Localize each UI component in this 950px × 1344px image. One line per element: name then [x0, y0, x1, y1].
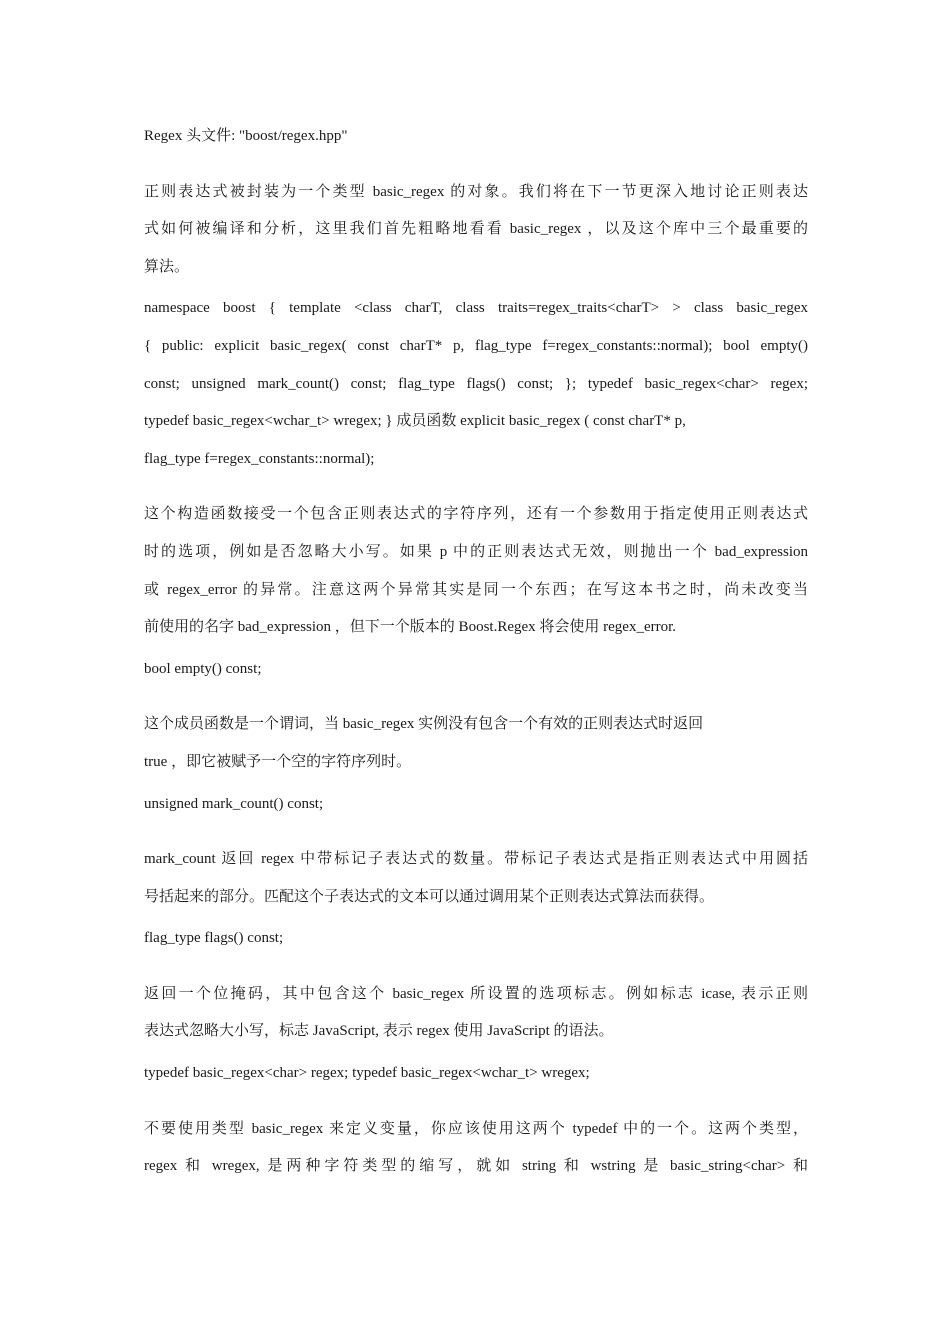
namespace-code-block [144, 290, 808, 478]
text-line: 式如何被编译和分析，这里我们首先粗略地看看 basic_regex ，以及这个库中三个最重要的 [144, 221, 808, 238]
text-line: 返回一个位掩码，其中包含这个 basic_regex 所设置的选项标志。例如标志 icase, 表示正则 [144, 985, 808, 1002]
code-line: flag_type f=regex_constants::normal); [144, 450, 375, 467]
text-line: true ，即它被赋予一个空的字符序列时。 [144, 753, 412, 770]
text-line: 号括起来的部分。匹配这个子表达式的文本可以通过调用某个正则表达式算法而获得。 [144, 888, 715, 905]
mark-count-paragraph [144, 841, 808, 916]
text-line: 这个构造函数接受一个包含正则表达式的字符序列，还有一个参数用于指定使用正则表达式 [144, 506, 808, 523]
text-line: 正则表达式被封装为一个类型 basic_regex 的对象。我们将在下一节更深入地讨论正则表达 [144, 183, 808, 200]
text-line: 算法。 [144, 258, 190, 275]
code-line: namespace boost { template <class charT, class traits=regex_traits<charT> > class basic_regex [144, 300, 808, 317]
text-line: 不要使用类型 basic_regex 来定义变量，你应该使用这两个 typedef 中的一个。这两个类型， [144, 1120, 808, 1137]
code-flags: flag_type flags() const; [144, 930, 284, 947]
text-line: 这个成员函数是一个谓词，当 basic_regex 实例没有包含一个有效的正则表达式时返回 [144, 716, 704, 733]
text-line: 表达式忽略大小写，标志 JavaScript, 表示 regex 使用 JavaScript 的语法。 [144, 1023, 614, 1040]
text-line: 或 regex_error 的异常。注意这两个异常其实是同一个东西；在写这本书之时，尚未改变当 [144, 581, 808, 598]
text-line: mark_count 返回 regex 中带标记子表达式的数量。带标记子表达式是指正则表达式中用圆括 [144, 851, 808, 868]
code-line: typedef basic_regex<wchar_t> wregex; } 成员函数 explicit basic_regex ( const charT* p, [144, 413, 686, 430]
code-mark-count: unsigned mark_count() const; [144, 795, 324, 812]
header-line: Regex 头文件: "boost/regex.hpp" [144, 128, 348, 144]
text-line: 前使用的名字 bad_expression ，但下一个版本的 Boost.Regex 将会使用 regex_error. [144, 619, 677, 636]
code-line: { public: explicit basic_regex( const charT* p, flag_type f=regex_constants::normal); bool empty() [144, 337, 808, 354]
constructor-paragraph [144, 496, 808, 646]
document-page [144, 118, 808, 1186]
intro-paragraph [144, 174, 808, 287]
text-line: 时的选项，例如是否忽略大小写。如果 p 中的正则表达式无效，则抛出一个 bad_expression [144, 543, 808, 560]
code-line: const; unsigned mark_count() const; flag_type flags() const; }; typedef basic_regex<char> regex; [144, 375, 808, 392]
empty-paragraph [144, 706, 808, 781]
code-empty: bool empty() const; [144, 660, 262, 677]
text-line: regex 和 wregex, 是两种字符类型的缩写，就如 string 和 wstring 是 basic_string<char> 和 [144, 1158, 808, 1175]
flags-paragraph [144, 976, 808, 1051]
code-typedef: typedef basic_regex<char> regex; typedef basic_regex<wchar_t> wregex; [144, 1065, 590, 1082]
typedef-paragraph [144, 1111, 808, 1186]
